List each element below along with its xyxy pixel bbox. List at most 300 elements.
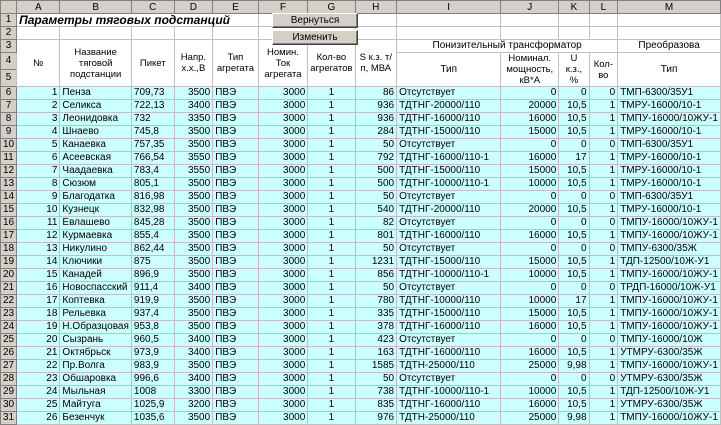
cell-tr-type[interactable]: ТДТНГ-15000/110 [397, 165, 501, 178]
cell-name[interactable]: Селикса [60, 100, 131, 113]
cell-name[interactable]: Пенза [60, 87, 131, 100]
cell-tr-count[interactable]: 0 [589, 373, 618, 386]
cell-sk[interactable]: 50 [355, 373, 397, 386]
cell-tr-type[interactable]: ТДТНГ-10000/110-1 [397, 178, 501, 191]
cell-picket[interactable]: 911,4 [131, 282, 174, 295]
cell-tr-count[interactable]: 1 [589, 178, 618, 191]
cell-name[interactable]: Ключики [60, 256, 131, 269]
cell-unit-type[interactable]: ПВЭ [213, 334, 258, 347]
row-header[interactable]: 16 [1, 217, 17, 230]
cell-picket[interactable]: 709,73 [131, 87, 174, 100]
cell-current[interactable]: 3000 [258, 139, 308, 152]
cell-tr-type[interactable]: ТДТНГ-16000/110 [397, 399, 501, 412]
row-header[interactable]: 3 [1, 40, 17, 53]
cell-conv-type[interactable]: ТМРУ-16000/10-1 [618, 165, 721, 178]
cell-tr-type[interactable]: ТДТНГ-10000/110-1 [397, 386, 501, 399]
cell-voltage[interactable]: 3500 [174, 256, 213, 269]
cell-num[interactable]: 1 [17, 87, 60, 100]
cell-conv-type[interactable]: УТМРУ-6300/35Ж [618, 399, 721, 412]
cell-tr-count[interactable]: 1 [589, 386, 618, 399]
cell-unit-type[interactable]: ПВЭ [213, 87, 258, 100]
cell-tr-power[interactable]: 16000 [501, 152, 559, 165]
cell-tr-uk[interactable]: 10,5 [559, 178, 589, 191]
cell-tr-uk[interactable]: 17 [559, 295, 589, 308]
cell-voltage[interactable]: 3500 [174, 295, 213, 308]
cell-current[interactable]: 3000 [258, 321, 308, 334]
cell-tr-power[interactable]: 0 [501, 334, 559, 347]
cell-name[interactable]: Безенчук [60, 412, 131, 425]
cell-tr-type[interactable]: Отсутствует [397, 217, 501, 230]
cell-voltage[interactable]: 3550 [174, 165, 213, 178]
cell-tr-count[interactable]: 0 [589, 334, 618, 347]
cell-sk[interactable]: 50 [355, 282, 397, 295]
cell-num[interactable]: 7 [17, 165, 60, 178]
column-header[interactable]: G [308, 1, 355, 14]
cell-tr-power[interactable]: 0 [501, 139, 559, 152]
row-header[interactable]: 18 [1, 243, 17, 256]
cell-current[interactable]: 3000 [258, 126, 308, 139]
cell-name[interactable]: Канаевка [60, 139, 131, 152]
cell-tr-power[interactable]: 0 [501, 191, 559, 204]
cell-name[interactable]: Рельевка [60, 308, 131, 321]
cell-tr-power[interactable]: 16000 [501, 113, 559, 126]
cell-tr-count[interactable]: 1 [589, 308, 618, 321]
cell-tr-uk[interactable]: 0 [559, 373, 589, 386]
cell-tr-power[interactable]: 25000 [501, 360, 559, 373]
cell-voltage[interactable]: 3500 [174, 412, 213, 425]
cell-picket[interactable]: 845,28 [131, 217, 174, 230]
cell-conv-type[interactable]: ТМПУ-16000/10ЖУ-1 [618, 412, 721, 425]
cell-sk[interactable]: 738 [355, 386, 397, 399]
row-header[interactable]: 1 [1, 14, 17, 27]
cell-picket[interactable]: 983,9 [131, 360, 174, 373]
cell-sk[interactable]: 50 [355, 139, 397, 152]
cell-current[interactable]: 3000 [258, 100, 308, 113]
cell-tr-count[interactable]: 0 [589, 217, 618, 230]
cell-picket[interactable]: 996,6 [131, 373, 174, 386]
cell-sk[interactable]: 1231 [355, 256, 397, 269]
cell-picket[interactable]: 937,4 [131, 308, 174, 321]
cell-tr-type[interactable]: ТДТНГ-15000/110 [397, 126, 501, 139]
cell-tr-type[interactable]: Отсутствует [397, 87, 501, 100]
cell-current[interactable]: 3000 [258, 373, 308, 386]
cell-voltage[interactable]: 3400 [174, 347, 213, 360]
cell-name[interactable]: Майтуга [60, 399, 131, 412]
cell-conv-type[interactable]: УТМРУ-6300/35Ж [618, 373, 721, 386]
row-header[interactable]: 11 [1, 152, 17, 165]
cell-unit-type[interactable]: ПВЭ [213, 204, 258, 217]
cell-unit-type[interactable]: ПВЭ [213, 399, 258, 412]
cell-count[interactable]: 1 [308, 399, 355, 412]
cell-sk[interactable]: 856 [355, 269, 397, 282]
cell-picket[interactable]: 722,13 [131, 100, 174, 113]
cell-sk[interactable]: 976 [355, 412, 397, 425]
cell-tr-power[interactable]: 0 [501, 87, 559, 100]
cell-count[interactable]: 1 [308, 230, 355, 243]
cell-tr-power[interactable]: 15000 [501, 165, 559, 178]
column-header[interactable]: M [618, 1, 721, 14]
cell-voltage[interactable]: 3350 [174, 113, 213, 126]
cell-sk[interactable]: 163 [355, 347, 397, 360]
cell-conv-type[interactable]: ТМП-6300/35У1 [618, 191, 721, 204]
cell-picket[interactable]: 855,4 [131, 230, 174, 243]
cell-tr-uk[interactable]: 0 [559, 139, 589, 152]
cell-tr-count[interactable]: 1 [589, 100, 618, 113]
cell-current[interactable]: 3000 [258, 386, 308, 399]
column-header[interactable]: B [60, 1, 131, 14]
cell-voltage[interactable]: 3500 [174, 217, 213, 230]
row-header[interactable]: 27 [1, 360, 17, 373]
cell-tr-count[interactable]: 0 [589, 87, 618, 100]
column-header[interactable]: C [131, 1, 174, 14]
cell-conv-type[interactable]: ТМП-6300/35У1 [618, 139, 721, 152]
cell-voltage[interactable]: 3500 [174, 191, 213, 204]
cell-unit-type[interactable]: ПВЭ [213, 282, 258, 295]
cell-current[interactable]: 3000 [258, 360, 308, 373]
cell-voltage[interactable]: 3300 [174, 386, 213, 399]
cell-tr-type[interactable]: ТДТНГ-20000/110 [397, 204, 501, 217]
row-header[interactable]: 14 [1, 191, 17, 204]
cell-conv-type[interactable]: ТМРУ-16000/10-1 [618, 126, 721, 139]
cell-num[interactable]: 22 [17, 360, 60, 373]
cell-sk[interactable]: 936 [355, 100, 397, 113]
cell-tr-power[interactable]: 16000 [501, 347, 559, 360]
cell-name[interactable]: Кузнецк [60, 204, 131, 217]
column-header[interactable]: E [213, 1, 258, 14]
cell-tr-type[interactable]: ТДТНГ-16000/110 [397, 347, 501, 360]
cell-count[interactable]: 1 [308, 191, 355, 204]
cell-num[interactable]: 25 [17, 399, 60, 412]
column-header[interactable]: K [559, 1, 589, 14]
cell-voltage[interactable]: 3500 [174, 360, 213, 373]
cell-tr-uk[interactable]: 10,5 [559, 165, 589, 178]
cell-tr-type[interactable]: ТДТНГ-15000/110 [397, 256, 501, 269]
cell-unit-type[interactable]: ПВЭ [213, 152, 258, 165]
cell-current[interactable]: 3000 [258, 308, 308, 321]
cell-tr-type[interactable]: ТДТН-25000/110 [397, 412, 501, 425]
row-header[interactable]: 30 [1, 399, 17, 412]
cell-count[interactable]: 1 [308, 386, 355, 399]
row-header[interactable]: 8 [1, 113, 17, 126]
cell-voltage[interactable]: 3400 [174, 282, 213, 295]
cell-picket[interactable]: 757,35 [131, 139, 174, 152]
cell-num[interactable]: 9 [17, 191, 60, 204]
cell-tr-power[interactable]: 25000 [501, 412, 559, 425]
column-header[interactable]: F [258, 1, 308, 14]
row-header[interactable]: 6 [1, 87, 17, 100]
cell-count[interactable]: 1 [308, 282, 355, 295]
cell-picket[interactable]: 875 [131, 256, 174, 269]
cell-count[interactable]: 1 [308, 412, 355, 425]
cell-count[interactable]: 1 [308, 308, 355, 321]
cell-tr-count[interactable]: 1 [589, 152, 618, 165]
cell-conv-type[interactable]: ТМРУ-16000/10-1 [618, 152, 721, 165]
cell-count[interactable]: 1 [308, 295, 355, 308]
cell-unit-type[interactable]: ПВЭ [213, 230, 258, 243]
cell-conv-type[interactable]: ТМПУ-16000/10Ж [618, 334, 721, 347]
row-header[interactable]: 9 [1, 126, 17, 139]
cell-tr-count[interactable]: 1 [589, 269, 618, 282]
cell-tr-type[interactable]: ТДТНГ-20000/110 [397, 100, 501, 113]
cell-current[interactable]: 3000 [258, 113, 308, 126]
cell-voltage[interactable]: 3400 [174, 100, 213, 113]
cell-unit-type[interactable]: ПВЭ [213, 256, 258, 269]
cell-unit-type[interactable]: ПВЭ [213, 412, 258, 425]
cell-count[interactable]: 1 [308, 152, 355, 165]
cell-unit-type[interactable]: ПВЭ [213, 347, 258, 360]
cell-name[interactable]: Чаадаевка [60, 165, 131, 178]
cell-tr-uk[interactable]: 10,5 [559, 113, 589, 126]
cell-voltage[interactable]: 3500 [174, 321, 213, 334]
cell-tr-type[interactable]: Отсутствует [397, 139, 501, 152]
cell-tr-uk[interactable]: 10,5 [559, 399, 589, 412]
cell-unit-type[interactable]: ПВЭ [213, 386, 258, 399]
row-header[interactable]: 25 [1, 334, 17, 347]
cell-tr-type[interactable]: Отсутствует [397, 334, 501, 347]
cell-conv-type[interactable]: ТМПУ-16000/10ЖУ-1 [618, 217, 721, 230]
cell-num[interactable]: 2 [17, 100, 60, 113]
cell-voltage[interactable]: 3200 [174, 399, 213, 412]
cell-tr-uk[interactable]: 0 [559, 191, 589, 204]
cell-unit-type[interactable]: ПВЭ [213, 139, 258, 152]
row-header[interactable]: 12 [1, 165, 17, 178]
cell-count[interactable]: 1 [308, 87, 355, 100]
cell-current[interactable]: 3000 [258, 412, 308, 425]
cell-voltage[interactable]: 3500 [174, 230, 213, 243]
cell-tr-uk[interactable]: 10,5 [559, 321, 589, 334]
cell-tr-power[interactable]: 10000 [501, 295, 559, 308]
row-header[interactable]: 2 [1, 27, 17, 40]
cell-conv-type[interactable]: ТДП-12500/10Ж-У1 [618, 256, 721, 269]
cell-tr-type[interactable]: ТДТН-25000/110 [397, 360, 501, 373]
cell-tr-type[interactable]: ТДТНГ-16000/110 [397, 230, 501, 243]
cell-num[interactable]: 5 [17, 139, 60, 152]
cell-voltage[interactable]: 3400 [174, 373, 213, 386]
cell-sk[interactable]: 50 [355, 243, 397, 256]
cell-name[interactable]: Сюзюм [60, 178, 131, 191]
cell-tr-power[interactable]: 10000 [501, 386, 559, 399]
cell-unit-type[interactable]: ПВЭ [213, 126, 258, 139]
cell-num[interactable]: 10 [17, 204, 60, 217]
cell-tr-count[interactable]: 1 [589, 295, 618, 308]
cell-conv-type[interactable]: УТМРУ-6300/35Ж [618, 347, 721, 360]
cell-sk[interactable]: 835 [355, 399, 397, 412]
change-button[interactable]: Изменить [272, 30, 358, 45]
cell-tr-power[interactable]: 16000 [501, 321, 559, 334]
row-header[interactable]: 7 [1, 100, 17, 113]
cell-current[interactable]: 3000 [258, 282, 308, 295]
cell-sk[interactable]: 1585 [355, 360, 397, 373]
cell-current[interactable]: 3000 [258, 295, 308, 308]
column-header[interactable]: A [17, 1, 60, 14]
cell-tr-uk[interactable]: 0 [559, 217, 589, 230]
cell-name[interactable]: Шнаево [60, 126, 131, 139]
cell-tr-type[interactable]: ТДТНГ-16000/110 [397, 321, 501, 334]
row-header[interactable]: 17 [1, 230, 17, 243]
cell-num[interactable]: 20 [17, 334, 60, 347]
cell-count[interactable]: 1 [308, 113, 355, 126]
cell-count[interactable]: 1 [308, 334, 355, 347]
cell-tr-uk[interactable]: 10,5 [559, 386, 589, 399]
cell-tr-count[interactable]: 1 [589, 204, 618, 217]
cell-picket[interactable]: 973,9 [131, 347, 174, 360]
cell-num[interactable]: 15 [17, 269, 60, 282]
cell-picket[interactable]: 783,4 [131, 165, 174, 178]
cell-count[interactable]: 1 [308, 321, 355, 334]
cell-unit-type[interactable]: ПВЭ [213, 217, 258, 230]
cell-tr-count[interactable]: 0 [589, 191, 618, 204]
cell-sk[interactable]: 500 [355, 178, 397, 191]
cell-tr-uk[interactable]: 0 [559, 282, 589, 295]
cell-conv-type[interactable]: ТМПУ-6300/35Ж [618, 243, 721, 256]
cell-tr-power[interactable]: 20000 [501, 204, 559, 217]
cell-current[interactable]: 3000 [258, 230, 308, 243]
row-header[interactable]: 29 [1, 386, 17, 399]
cell-sk[interactable]: 284 [355, 126, 397, 139]
cell-voltage[interactable]: 3500 [174, 178, 213, 191]
cell-num[interactable]: 21 [17, 347, 60, 360]
cell-conv-type[interactable]: ТДП-12500/10Ж-У1 [618, 386, 721, 399]
cell-tr-type[interactable]: Отсутствует [397, 282, 501, 295]
cell-tr-type[interactable]: ТДТНГ-16000/110 [397, 113, 501, 126]
cell-current[interactable]: 3000 [258, 256, 308, 269]
cell-sk[interactable]: 540 [355, 204, 397, 217]
cell-tr-count[interactable]: 1 [589, 399, 618, 412]
cell-name[interactable]: Асеевская [60, 152, 131, 165]
cell-count[interactable]: 1 [308, 373, 355, 386]
cell-voltage[interactable]: 3500 [174, 243, 213, 256]
cell-tr-type[interactable]: Отсутствует [397, 191, 501, 204]
cell-tr-uk[interactable]: 10,5 [559, 126, 589, 139]
cell-unit-type[interactable]: ПВЭ [213, 100, 258, 113]
row-header[interactable]: 22 [1, 295, 17, 308]
cell-num[interactable]: 14 [17, 256, 60, 269]
cell-tr-count[interactable]: 1 [589, 165, 618, 178]
cell-tr-power[interactable]: 0 [501, 243, 559, 256]
cell-unit-type[interactable]: ПВЭ [213, 373, 258, 386]
row-header[interactable]: 10 [1, 139, 17, 152]
cell-num[interactable]: 19 [17, 321, 60, 334]
row-header[interactable]: 4 [1, 53, 17, 70]
cell-name[interactable]: Канадей [60, 269, 131, 282]
cell-tr-type[interactable]: ТДТНГ-10000/110 [397, 295, 501, 308]
cell-num[interactable]: 12 [17, 230, 60, 243]
cell-tr-type[interactable]: ТДТНГ-16000/110-1 [397, 152, 501, 165]
cell-sk[interactable]: 378 [355, 321, 397, 334]
cell-num[interactable]: 4 [17, 126, 60, 139]
cell-picket[interactable]: 745,8 [131, 126, 174, 139]
cell-count[interactable]: 1 [308, 178, 355, 191]
cell-tr-count[interactable]: 1 [589, 412, 618, 425]
cell-tr-uk[interactable]: 0 [559, 334, 589, 347]
cell-tr-power[interactable]: 0 [501, 217, 559, 230]
cell-name[interactable]: Курмаевка [60, 230, 131, 243]
cell-unit-type[interactable]: ПВЭ [213, 295, 258, 308]
cell-tr-uk[interactable]: 0 [559, 87, 589, 100]
cell-name[interactable]: Сызрань [60, 334, 131, 347]
column-header[interactable]: J [501, 1, 559, 14]
cell-tr-power[interactable]: 16000 [501, 230, 559, 243]
cell-num[interactable]: 11 [17, 217, 60, 230]
cell-sk[interactable]: 86 [355, 87, 397, 100]
cell-tr-power[interactable]: 20000 [501, 100, 559, 113]
cell-voltage[interactable]: 3500 [174, 139, 213, 152]
row-header[interactable]: 15 [1, 204, 17, 217]
cell-tr-uk[interactable]: 9,98 [559, 360, 589, 373]
cell-tr-count[interactable]: 1 [589, 321, 618, 334]
cell-conv-type[interactable]: ТМПУ-16000/10ЖУ-1 [618, 230, 721, 243]
cell-tr-count[interactable]: 1 [589, 113, 618, 126]
cell-tr-uk[interactable]: 10,5 [559, 100, 589, 113]
row-header[interactable]: 26 [1, 347, 17, 360]
cell-voltage[interactable]: 3500 [174, 87, 213, 100]
cell-current[interactable]: 3000 [258, 165, 308, 178]
cell-conv-type[interactable]: ТМПУ-16000/10ЖУ-1 [618, 295, 721, 308]
cell-unit-type[interactable]: ПВЭ [213, 191, 258, 204]
row-header[interactable]: 20 [1, 269, 17, 282]
cell-picket[interactable]: 766,54 [131, 152, 174, 165]
select-all-corner[interactable] [1, 1, 17, 14]
cell-tr-uk[interactable]: 0 [559, 243, 589, 256]
cell-unit-type[interactable]: ПВЭ [213, 321, 258, 334]
cell-num[interactable]: 16 [17, 282, 60, 295]
cell-current[interactable]: 3000 [258, 191, 308, 204]
cell-picket[interactable]: 1025,9 [131, 399, 174, 412]
row-header[interactable]: 28 [1, 373, 17, 386]
cell-current[interactable]: 3000 [258, 269, 308, 282]
cell-name[interactable]: Коптевка [60, 295, 131, 308]
cell-tr-type[interactable]: Отсутствует [397, 373, 501, 386]
cell-tr-count[interactable]: 0 [589, 139, 618, 152]
cell-count[interactable]: 1 [308, 100, 355, 113]
row-header[interactable]: 5 [1, 70, 17, 87]
cell-sk[interactable]: 423 [355, 334, 397, 347]
cell-current[interactable]: 3000 [258, 334, 308, 347]
cell-unit-type[interactable]: ПВЭ [213, 165, 258, 178]
cell-picket[interactable]: 816,98 [131, 191, 174, 204]
cell-num[interactable]: 24 [17, 386, 60, 399]
cell-count[interactable]: 1 [308, 139, 355, 152]
cell-picket[interactable]: 953,8 [131, 321, 174, 334]
cell-conv-type[interactable]: ТМПУ-16000/10ЖУ-1 [618, 308, 721, 321]
cell-name[interactable]: Леонидовка [60, 113, 131, 126]
cell-tr-count[interactable]: 1 [589, 360, 618, 373]
cell-count[interactable]: 1 [308, 165, 355, 178]
cell-unit-type[interactable]: ПВЭ [213, 243, 258, 256]
cell-tr-power[interactable]: 15000 [501, 256, 559, 269]
cell-picket[interactable]: 896,9 [131, 269, 174, 282]
cell-picket[interactable]: 1035,6 [131, 412, 174, 425]
cell-unit-type[interactable]: ПВЭ [213, 360, 258, 373]
row-header[interactable]: 13 [1, 178, 17, 191]
cell-name[interactable]: Пр.Волга [60, 360, 131, 373]
cell-current[interactable]: 3000 [258, 399, 308, 412]
cell-count[interactable]: 1 [308, 347, 355, 360]
cell-tr-uk[interactable]: 9,98 [559, 412, 589, 425]
return-button[interactable]: Вернуться [272, 13, 358, 28]
cell-picket[interactable]: 832,98 [131, 204, 174, 217]
column-header[interactable]: H [355, 1, 397, 14]
cell-num[interactable]: 8 [17, 178, 60, 191]
row-header[interactable]: 21 [1, 282, 17, 295]
cell-count[interactable]: 1 [308, 269, 355, 282]
cell-picket[interactable]: 960,5 [131, 334, 174, 347]
cell-unit-type[interactable]: ПВЭ [213, 269, 258, 282]
cell-tr-power[interactable]: 10000 [501, 178, 559, 191]
cell-tr-power[interactable]: 15000 [501, 126, 559, 139]
cell-voltage[interactable]: 3500 [174, 269, 213, 282]
cell-conv-type[interactable]: ТРДП-16000/10Ж-У1 [618, 282, 721, 295]
